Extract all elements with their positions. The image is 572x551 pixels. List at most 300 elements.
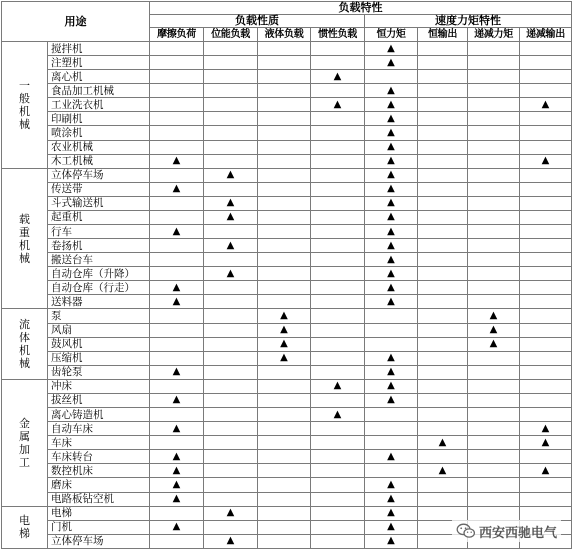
mark-cell <box>204 478 258 492</box>
application-name: 冲床 <box>48 379 150 393</box>
mark-cell <box>258 42 311 56</box>
mark-cell <box>150 112 204 126</box>
mark-cell <box>311 84 365 98</box>
table-row <box>2 436 572 450</box>
mark-cell <box>365 408 418 422</box>
triangle-mark-icon: ▲ <box>172 422 181 434</box>
mark-cell <box>365 112 418 126</box>
mark-cell <box>150 450 204 464</box>
triangle-mark-icon: ▲ <box>172 281 181 293</box>
mark-cell <box>204 393 258 407</box>
mark-cell <box>258 351 311 365</box>
application-name: 门机 <box>48 520 150 534</box>
mark-cell <box>418 98 468 112</box>
mark-cell <box>418 253 468 267</box>
table-row <box>2 168 572 182</box>
application-name: 工业洗衣机 <box>48 98 150 112</box>
triangle-mark-icon: ▲ <box>387 366 395 378</box>
table-row <box>2 309 572 323</box>
mark-cell <box>365 253 418 267</box>
mark-cell <box>311 112 365 126</box>
mark-cell <box>365 267 418 281</box>
mark-cell <box>150 295 204 309</box>
mark-cell <box>311 534 365 548</box>
triangle-mark-icon: ▲ <box>333 408 342 420</box>
triangle-mark-icon: ▲ <box>541 155 550 167</box>
mark-cell <box>258 295 311 309</box>
mark-cell <box>468 492 520 506</box>
triangle-mark-icon: ▲ <box>541 422 550 434</box>
mark-cell <box>311 379 365 393</box>
mark-cell <box>311 70 365 84</box>
watermark-text: 西安西驰电气 <box>479 525 558 541</box>
mark-cell <box>365 436 418 450</box>
mark-cell <box>204 98 258 112</box>
triangle-mark-icon: ▲ <box>280 310 288 322</box>
mark-cell <box>365 464 418 478</box>
triangle-mark-icon: ▲ <box>172 493 181 505</box>
category-label: 电梯 <box>19 514 30 541</box>
table-row <box>2 239 572 253</box>
mark-cell <box>311 478 365 492</box>
mark-cell <box>204 408 258 422</box>
table-row <box>2 464 572 478</box>
table-row <box>2 281 572 295</box>
mark-cell <box>365 140 418 154</box>
mark-cell <box>418 70 468 84</box>
mark-cell <box>258 182 311 196</box>
mark-cell <box>468 379 520 393</box>
mark-cell <box>204 351 258 365</box>
application-name: 喷涂机 <box>48 126 150 140</box>
mark-cell <box>365 534 418 548</box>
application-name: 立体停车场 <box>48 534 150 548</box>
mark-cell <box>468 210 520 224</box>
mark-cell <box>418 365 468 379</box>
mark-cell <box>258 309 311 323</box>
mark-cell <box>468 168 520 182</box>
mark-cell <box>204 506 258 520</box>
category-label: 载重机械 <box>19 212 30 265</box>
mark-cell <box>258 492 311 506</box>
mark-cell <box>258 422 311 436</box>
application-name: 起重机 <box>48 210 150 224</box>
speed-torque-header: 速度力矩特性 <box>365 15 572 28</box>
triangle-mark-icon: ▲ <box>387 225 395 237</box>
mark-cell <box>204 337 258 351</box>
mark-cell <box>204 436 258 450</box>
mark-cell <box>311 140 365 154</box>
mark-cell <box>520 464 572 478</box>
table-row <box>2 478 572 492</box>
mark-cell <box>365 225 418 239</box>
mark-cell <box>150 84 204 98</box>
application-name: 电路板钻空机 <box>48 492 150 506</box>
triangle-mark-icon: ▲ <box>387 239 395 251</box>
mark-cell <box>468 464 520 478</box>
table-row <box>2 422 572 436</box>
mark-cell <box>258 450 311 464</box>
triangle-mark-icon: ▲ <box>541 98 550 110</box>
table-row <box>2 379 572 393</box>
mark-cell <box>258 98 311 112</box>
mark-cell <box>204 309 258 323</box>
mark-cell <box>150 239 204 253</box>
triangle-mark-icon: ▲ <box>226 197 235 209</box>
mark-cell <box>418 478 468 492</box>
table-row <box>2 196 572 210</box>
mark-cell <box>468 351 520 365</box>
mark-cell <box>468 154 520 168</box>
application-name: 木工机械 <box>48 154 150 168</box>
table-row <box>2 506 572 520</box>
col-header-potential: 位能负载 <box>204 28 258 42</box>
mark-cell <box>311 225 365 239</box>
mark-cell <box>150 337 204 351</box>
mark-cell <box>365 393 418 407</box>
application-name: 齿轮泵 <box>48 365 150 379</box>
mark-cell <box>258 196 311 210</box>
mark-cell <box>468 323 520 337</box>
mark-cell <box>365 98 418 112</box>
application-name: 拔丝机 <box>48 393 150 407</box>
mark-cell <box>150 196 204 210</box>
mark-cell <box>520 422 572 436</box>
table-body <box>2 42 572 549</box>
mark-cell <box>150 422 204 436</box>
mark-cell <box>418 506 468 520</box>
mark-cell <box>258 379 311 393</box>
mark-cell <box>311 267 365 281</box>
mark-cell <box>258 506 311 520</box>
mark-cell <box>520 281 572 295</box>
mark-cell <box>365 337 418 351</box>
category-cell <box>2 379 48 506</box>
triangle-mark-icon: ▲ <box>387 352 395 364</box>
triangle-mark-icon: ▲ <box>387 183 395 195</box>
application-name: 车床 <box>48 436 150 450</box>
triangle-mark-icon: ▲ <box>172 295 181 307</box>
mark-cell <box>311 309 365 323</box>
mark-cell <box>311 239 365 253</box>
application-name: 传送带 <box>48 182 150 196</box>
mark-cell <box>418 126 468 140</box>
mark-cell <box>204 239 258 253</box>
wechat-icon <box>456 523 476 539</box>
mark-cell <box>520 323 572 337</box>
mark-cell <box>311 196 365 210</box>
triangle-mark-icon: ▲ <box>226 211 235 223</box>
mark-cell <box>204 450 258 464</box>
mark-cell <box>520 112 572 126</box>
mark-cell <box>150 478 204 492</box>
mark-cell <box>418 267 468 281</box>
mark-cell <box>468 295 520 309</box>
triangle-mark-icon: ▲ <box>387 493 395 505</box>
table-header <box>2 2 572 42</box>
mark-cell <box>204 140 258 154</box>
mark-cell <box>150 365 204 379</box>
mark-cell <box>520 84 572 98</box>
mark-cell <box>204 42 258 56</box>
table-row <box>2 295 572 309</box>
mark-cell <box>204 168 258 182</box>
triangle-mark-icon: ▲ <box>387 112 395 124</box>
mark-cell <box>311 168 365 182</box>
mark-cell <box>365 42 418 56</box>
triangle-mark-icon: ▲ <box>387 211 395 223</box>
mark-cell <box>365 281 418 295</box>
mark-cell <box>365 196 418 210</box>
mark-cell <box>418 56 468 70</box>
mark-cell <box>468 506 520 520</box>
mark-cell <box>520 450 572 464</box>
triangle-mark-icon: ▲ <box>387 507 395 519</box>
application-name: 自动仓库（升降） <box>48 267 150 281</box>
mark-cell <box>311 436 365 450</box>
category-label: 流体机械 <box>19 318 30 371</box>
table-row <box>2 70 572 84</box>
mark-cell <box>468 365 520 379</box>
mark-cell <box>468 253 520 267</box>
mark-cell <box>204 295 258 309</box>
mark-cell <box>258 70 311 84</box>
mark-cell <box>418 450 468 464</box>
mark-cell <box>365 239 418 253</box>
application-name: 卷扬机 <box>48 239 150 253</box>
mark-cell <box>365 365 418 379</box>
triangle-mark-icon: ▲ <box>387 56 395 68</box>
mark-cell <box>520 506 572 520</box>
mark-cell <box>418 492 468 506</box>
mark-cell <box>150 70 204 84</box>
mark-cell <box>311 393 365 407</box>
mark-cell <box>520 267 572 281</box>
mark-cell <box>311 56 365 70</box>
triangle-mark-icon: ▲ <box>172 478 181 490</box>
mark-cell <box>204 182 258 196</box>
mark-cell <box>258 126 311 140</box>
mark-cell <box>311 351 365 365</box>
application-name: 压缩机 <box>48 351 150 365</box>
category-cell <box>2 506 48 548</box>
mark-cell <box>150 168 204 182</box>
triangle-mark-icon: ▲ <box>489 338 498 350</box>
mark-cell <box>468 309 520 323</box>
category-label: 金属加工 <box>19 416 30 469</box>
category-cell <box>2 168 48 309</box>
mark-cell <box>311 408 365 422</box>
triangle-mark-icon: ▲ <box>172 464 181 476</box>
col-header-inertia: 惯性负载 <box>311 28 365 42</box>
mark-cell <box>311 492 365 506</box>
application-name: 印刷机 <box>48 112 150 126</box>
application-name: 磨床 <box>48 478 150 492</box>
mark-cell <box>468 196 520 210</box>
triangle-mark-icon: ▲ <box>172 521 181 533</box>
triangle-mark-icon: ▲ <box>280 338 288 350</box>
mark-cell <box>520 70 572 84</box>
mark-cell <box>468 84 520 98</box>
application-name: 送料器 <box>48 295 150 309</box>
application-name: 离心铸造机 <box>48 408 150 422</box>
triangle-mark-icon: ▲ <box>387 295 395 307</box>
triangle-mark-icon: ▲ <box>387 169 395 181</box>
mark-cell <box>311 365 365 379</box>
mark-cell <box>520 182 572 196</box>
mark-cell <box>418 196 468 210</box>
mark-cell <box>311 281 365 295</box>
mark-cell <box>520 492 572 506</box>
mark-cell <box>520 309 572 323</box>
table-row <box>2 42 572 56</box>
application-name: 搅拌机 <box>48 42 150 56</box>
application-name: 风扇 <box>48 323 150 337</box>
mark-cell <box>365 210 418 224</box>
mark-cell <box>204 267 258 281</box>
mark-cell <box>468 408 520 422</box>
mark-cell <box>520 478 572 492</box>
triangle-mark-icon: ▲ <box>438 436 447 448</box>
application-name: 泵 <box>48 309 150 323</box>
application-name: 农业机械 <box>48 140 150 154</box>
mark-cell <box>365 168 418 182</box>
application-name: 食品加工机械 <box>48 84 150 98</box>
mark-cell <box>258 84 311 98</box>
mark-cell <box>365 422 418 436</box>
mark-cell <box>204 422 258 436</box>
triangle-mark-icon: ▲ <box>280 352 288 364</box>
mark-cell <box>520 140 572 154</box>
mark-cell <box>258 365 311 379</box>
table-row <box>2 450 572 464</box>
triangle-mark-icon: ▲ <box>387 253 395 265</box>
mark-cell <box>204 323 258 337</box>
mark-cell <box>258 520 311 534</box>
mark-cell <box>311 182 365 196</box>
mark-cell <box>468 267 520 281</box>
application-name: 行车 <box>48 225 150 239</box>
triangle-mark-icon: ▲ <box>226 267 235 279</box>
col-header-dec-output: 递减输出 <box>520 28 572 42</box>
mark-cell <box>468 126 520 140</box>
mark-cell <box>258 140 311 154</box>
application-name: 自动车床 <box>48 422 150 436</box>
col-header-dec-torque: 递减力矩 <box>468 28 520 42</box>
mark-cell <box>365 492 418 506</box>
application-name: 搬送台车 <box>48 253 150 267</box>
mark-cell <box>468 56 520 70</box>
mark-cell <box>418 225 468 239</box>
mark-cell <box>311 154 365 168</box>
mark-cell <box>520 56 572 70</box>
table-row <box>2 112 572 126</box>
mark-cell <box>418 436 468 450</box>
table-row <box>2 98 572 112</box>
table-row <box>2 225 572 239</box>
application-name: 电梯 <box>48 506 150 520</box>
mark-cell <box>258 337 311 351</box>
mark-cell <box>418 408 468 422</box>
load-characteristics-table <box>1 1 572 549</box>
mark-cell <box>365 154 418 168</box>
mark-cell <box>418 140 468 154</box>
triangle-mark-icon: ▲ <box>387 478 395 490</box>
application-name: 自动仓库（行走） <box>48 281 150 295</box>
triangle-mark-icon: ▲ <box>387 267 395 279</box>
mark-cell <box>468 98 520 112</box>
triangle-mark-icon: ▲ <box>387 141 395 153</box>
mark-cell <box>365 351 418 365</box>
mark-cell <box>468 42 520 56</box>
table-row <box>2 253 572 267</box>
mark-cell <box>365 450 418 464</box>
mark-cell <box>150 534 204 548</box>
mark-cell <box>418 84 468 98</box>
mark-cell <box>150 210 204 224</box>
load-nature-header: 负载性质 <box>150 15 365 28</box>
mark-cell <box>311 506 365 520</box>
mark-cell <box>418 154 468 168</box>
mark-cell <box>311 323 365 337</box>
mark-cell <box>418 42 468 56</box>
mark-cell <box>468 112 520 126</box>
mark-cell <box>204 379 258 393</box>
mark-cell <box>365 506 418 520</box>
mark-cell <box>150 520 204 534</box>
mark-cell <box>365 126 418 140</box>
mark-cell <box>150 408 204 422</box>
mark-cell <box>418 182 468 196</box>
mark-cell <box>204 534 258 548</box>
mark-cell <box>204 196 258 210</box>
mark-cell <box>418 464 468 478</box>
mark-cell <box>311 450 365 464</box>
mark-cell <box>311 422 365 436</box>
triangle-mark-icon: ▲ <box>226 239 235 251</box>
mark-cell <box>258 464 311 478</box>
triangle-mark-icon: ▲ <box>172 394 181 406</box>
mark-cell <box>150 379 204 393</box>
mark-cell <box>258 210 311 224</box>
application-name: 数控机床 <box>48 464 150 478</box>
mark-cell <box>468 436 520 450</box>
mark-cell <box>258 323 311 337</box>
table-row <box>2 126 572 140</box>
table-row <box>2 408 572 422</box>
mark-cell <box>418 281 468 295</box>
mark-cell <box>520 210 572 224</box>
mark-cell <box>311 210 365 224</box>
triangle-mark-icon: ▲ <box>172 366 181 378</box>
col-header-friction: 摩擦负荷 <box>150 28 204 42</box>
mark-cell <box>365 84 418 98</box>
mark-cell <box>258 393 311 407</box>
table-row <box>2 140 572 154</box>
mark-cell <box>468 70 520 84</box>
mark-cell <box>418 210 468 224</box>
table-row <box>2 492 572 506</box>
triangle-mark-icon: ▲ <box>489 324 498 336</box>
table-row <box>2 56 572 70</box>
mark-cell <box>520 337 572 351</box>
mark-cell <box>258 253 311 267</box>
triangle-mark-icon: ▲ <box>333 70 342 82</box>
mark-cell <box>150 281 204 295</box>
mark-cell <box>468 281 520 295</box>
mark-cell <box>418 239 468 253</box>
application-name: 离心机 <box>48 70 150 84</box>
